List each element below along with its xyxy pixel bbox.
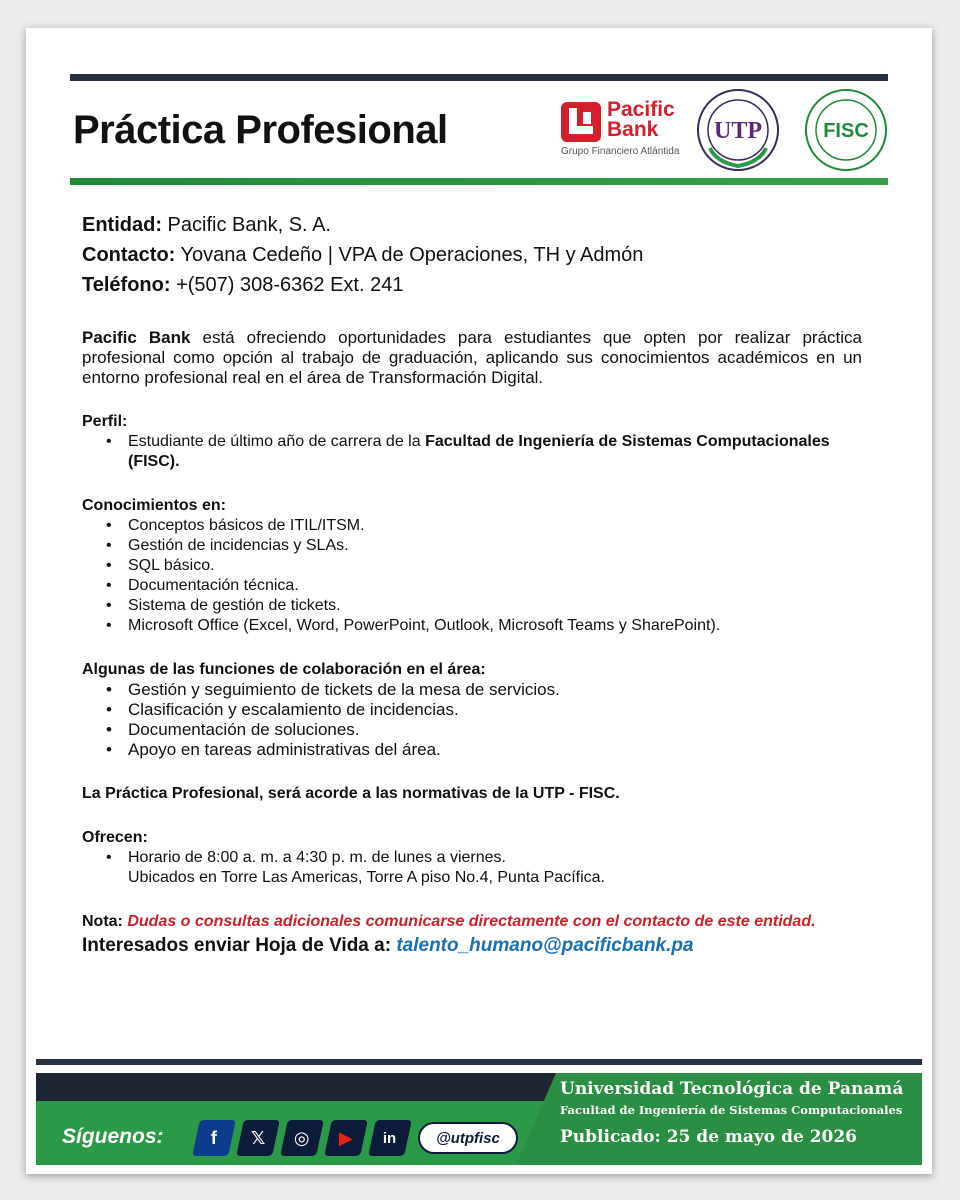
list-item: • Gestión de incidencias y SLAs. [106, 536, 862, 556]
nota-text: Dudas o consultas adicionales comunicarse directamente con el contacto de este entidad. [122, 913, 816, 930]
telefono-value: +(507) 308-6362 Ext. 241 [170, 274, 404, 296]
list-item: • Documentación técnica. [106, 576, 862, 596]
youtube-glyph: ▶ [339, 1127, 353, 1148]
conocimientos-title: Conocimientos en: [82, 497, 227, 514]
ofrecen-title: Ofrecen: [82, 829, 148, 846]
facebook-glyph: f [211, 1127, 217, 1148]
perfil-list [106, 432, 862, 472]
conocimientos-list [106, 516, 862, 636]
pacific-bank-name [607, 100, 675, 140]
intro-paragraph [82, 328, 862, 388]
ofrecen-list [106, 848, 862, 888]
list-item: • Microsoft Office (Excel, Word, PowerPoint, Outlook, Microsoft Teams y SharePoint). [106, 616, 862, 636]
cv-line [82, 936, 862, 956]
telefono-row [82, 270, 643, 300]
normativa-text: La Práctica Profesional, será acorde a las normativas de la UTP - FISC. [82, 785, 620, 802]
university-name: Universidad Tecnológica de Panamá [560, 1079, 904, 1099]
footer-banner [36, 1073, 922, 1165]
entidad-label: Entidad: [82, 214, 162, 236]
list-item: • SQL básico. [106, 556, 862, 576]
utp-seal-logo [696, 88, 780, 172]
funciones-title: Algunas de las funciones de colaboración en el área: [82, 661, 486, 678]
entity-fields [82, 210, 643, 300]
pacific-bank-logo [561, 100, 691, 160]
linkedin-icon[interactable] [368, 1120, 412, 1156]
list-item: • Sistema de gestión de tickets. [106, 596, 862, 616]
footer-divider [36, 1059, 922, 1065]
linkedin-glyph: in [383, 1129, 397, 1147]
telefono-label: Teléfono: [82, 274, 171, 296]
intro-bold: Pacific Bank [82, 328, 191, 347]
nota-line [82, 912, 862, 932]
list-item [106, 432, 862, 472]
funciones-list [106, 680, 862, 760]
green-divider [70, 178, 888, 185]
published-date: Publicado: 25 de mayo de 2026 [560, 1127, 858, 1147]
utp-seal-text: UTP [714, 118, 762, 144]
perfil-item-text: Estudiante de último año de carrera de la [128, 433, 426, 450]
nota-label: Nota: [82, 913, 123, 930]
list-item: • Conceptos básicos de ITIL/ITSM. [106, 516, 862, 536]
ofrecen-line1: • Horario de 8:00 a. m. a 4:30 p. m. de lunes a viernes. [128, 849, 506, 866]
top-divider [70, 74, 888, 81]
ofrecen-line2: Ubicados en Torre Las Americas, Torre A piso No.4, Punta Pacífica. [128, 869, 605, 886]
list-item: • Clasificación y escalamiento de incidencias. [106, 700, 862, 720]
contacto-label: Contacto: [82, 244, 176, 266]
contacto-row [82, 240, 643, 270]
entidad-row [82, 210, 643, 240]
x-glyph: 𝕏 [250, 1127, 266, 1148]
intro-text: está ofreciendo oportunidades para estudiantes que opten por realizar práctica profesional como opción al trabajo de graduación, aplicando sus conocimientos académicos en un entorno profesional real en el área de Transformación Digital. [82, 328, 862, 387]
list-item [106, 848, 862, 888]
pacific-bank-name-line2: Bank [607, 118, 659, 141]
list-item: • Gestión y seguimiento de tickets de la mesa de servicios. [106, 680, 862, 700]
contacto-value: Yovana Cedeño | VPA de Operaciones, TH y Admón [175, 244, 644, 266]
list-item: • Documentación de soluciones. [106, 720, 862, 740]
perfil-title: Perfil: [82, 413, 128, 430]
page-title: Práctica Profesional [73, 108, 448, 152]
facebook-icon[interactable] [192, 1120, 236, 1156]
siguenos-label: Síguenos: [62, 1125, 164, 1148]
faculty-name: Facultad de Ingeniería de Sistemas Computacionales [560, 1103, 903, 1117]
pacific-bank-subtitle: Grupo Financiero Atlántida [561, 146, 680, 157]
instagram-glyph: ◎ [294, 1127, 310, 1148]
body-content [82, 328, 862, 956]
cv-label: Interesados enviar Hoja de Vida a: [82, 935, 392, 956]
perfil-item-bold: Facultad de Ingeniería de Sistemas Computacionales (FISC). [128, 433, 830, 470]
pacific-bank-mark-icon [561, 102, 601, 142]
fisc-seal-logo [804, 88, 888, 172]
instagram-icon[interactable] [280, 1120, 324, 1156]
social-handle[interactable]: @utpfisc [418, 1122, 518, 1154]
x-icon[interactable] [236, 1120, 280, 1156]
pacific-bank-name-line1: Pacific [607, 98, 675, 121]
entidad-value: Pacific Bank, S. A. [162, 214, 331, 236]
announcement-card [26, 28, 932, 1174]
fisc-seal-text: FISC [823, 120, 869, 142]
cv-email-link[interactable]: talento_humano@pacificbank.pa [391, 935, 694, 956]
youtube-icon[interactable] [324, 1120, 368, 1156]
list-item: • Apoyo en tareas administrativas del área. [106, 740, 862, 760]
